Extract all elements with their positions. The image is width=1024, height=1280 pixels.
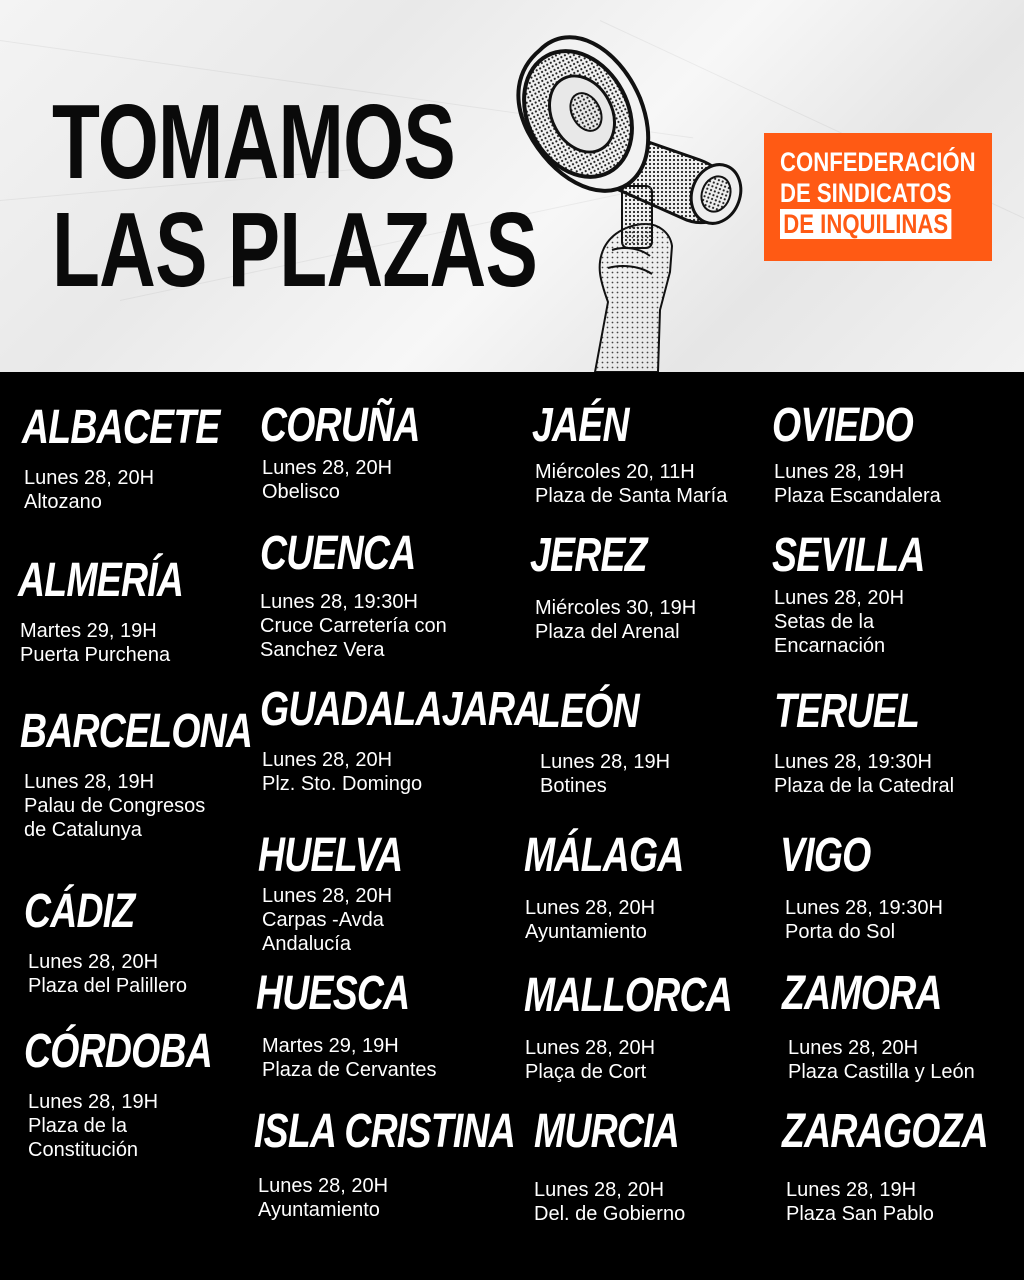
event-date: Lunes 28, 19:30H: [785, 897, 943, 919]
event-city: LEÓN: [538, 685, 639, 738]
event-city: CÓRDOBA: [24, 1025, 212, 1078]
event-place: Ayuntamiento: [258, 1199, 380, 1221]
event-date: Miércoles 30, 19H: [535, 597, 697, 619]
list-item: [780, 830, 943, 944]
event-date: Lunes 28, 19H: [786, 1179, 917, 1201]
event-date: Martes 29, 19H: [262, 1035, 399, 1057]
event-date: Martes 29, 19H: [20, 620, 157, 642]
event-place: Carpas -Avda Andalucía: [262, 909, 384, 955]
event-city: TERUEL: [774, 685, 920, 738]
list-item: [782, 1106, 1024, 1226]
event-place: Altozano: [24, 491, 102, 513]
event-date: Lunes 28, 20H: [788, 1037, 919, 1059]
event-place: Obelisco: [262, 481, 340, 503]
event-city: ZARAGOZA: [782, 1105, 988, 1158]
list-item: [524, 970, 791, 1084]
list-item: [24, 886, 187, 998]
event-place: Plaza San Pablo: [786, 1203, 934, 1225]
event-city: JEREZ: [530, 529, 647, 582]
header-section: [0, 0, 1024, 372]
event-city: HUELVA: [258, 829, 403, 882]
event-place: Ayuntamiento: [525, 921, 647, 943]
event-city: HUESCA: [256, 967, 410, 1020]
title-line-2: LAS PLAZAS: [52, 191, 538, 309]
event-place: Plaza Castilla y León: [788, 1061, 975, 1083]
event-city: MALLORCA: [524, 969, 732, 1022]
event-place: Plaça de Cort: [525, 1061, 647, 1083]
list-item: [18, 555, 230, 667]
event-place: Plaza de la Catedral: [774, 775, 955, 797]
event-date: Lunes 28, 20H: [258, 1175, 389, 1197]
event-place: Plaza de la Constitución: [28, 1115, 139, 1161]
events-list: [0, 372, 1024, 1280]
event-place: Setas de la Encarnación: [774, 611, 886, 657]
list-item: [774, 686, 960, 798]
logo-line-2: DE SINDICATOS: [780, 178, 952, 208]
list-item: [22, 402, 275, 514]
event-place: Cruce Carretería con Sanchez Vera: [260, 615, 447, 661]
title-line-1: TOMAMOS: [52, 83, 455, 201]
list-item: [782, 968, 987, 1084]
list-item: [258, 830, 443, 956]
event-city: ISLA CRISTINA: [254, 1105, 515, 1158]
list-item: [532, 400, 727, 508]
event-date: Lunes 28, 19H: [28, 1091, 159, 1113]
event-city: MURCIA: [534, 1105, 680, 1158]
event-city: BARCELONA: [20, 705, 253, 758]
list-item: [260, 400, 465, 504]
event-city: GUADALAJARA: [260, 683, 541, 736]
event-city: ZAMORA: [782, 967, 942, 1020]
list-item: [534, 1106, 720, 1226]
organization-logo: [764, 133, 992, 261]
logo-line-1: CONFEDERACIÓN: [780, 147, 976, 177]
event-place: Plaza del Arenal: [535, 621, 680, 643]
event-city: MÁLAGA: [524, 829, 684, 882]
event-date: Lunes 28, 20H: [262, 885, 393, 907]
event-place: Botines: [540, 775, 607, 797]
event-city: JAÉN: [532, 399, 629, 452]
event-date: Lunes 28, 20H: [28, 951, 159, 973]
list-item: [24, 1026, 265, 1162]
logo-line-3: DE INQUILINAS: [780, 209, 954, 240]
event-date: Lunes 28, 20H: [774, 587, 905, 609]
event-place: Plaza Escandalera: [774, 485, 941, 507]
megaphone-icon: [500, 10, 760, 372]
event-city: ALBACETE: [22, 401, 220, 454]
event-date: Lunes 28, 19H: [774, 461, 905, 483]
event-city: SEVILLA: [772, 529, 925, 582]
event-place: Palau de Congresos de Catalunya: [24, 795, 206, 841]
event-place: Porta do Sol: [785, 921, 896, 943]
event-place: Plz. Sto. Domingo: [262, 773, 423, 795]
list-item: [772, 400, 953, 508]
event-date: Miércoles 20, 11H: [535, 461, 695, 483]
event-city: OVIEDO: [772, 399, 913, 452]
event-place: Del. de Gobierno: [534, 1203, 686, 1225]
list-item: [256, 968, 453, 1082]
event-place: Plaza de Cervantes: [262, 1059, 437, 1081]
event-date: Lunes 28, 20H: [262, 749, 393, 771]
event-place: Plaza de Santa María: [535, 485, 728, 507]
event-date: Lunes 28, 19H: [540, 751, 671, 773]
event-date: Lunes 28, 20H: [262, 457, 393, 479]
event-date: Lunes 28, 20H: [525, 1037, 656, 1059]
list-item: [772, 530, 968, 658]
event-place: Puerta Purchena: [20, 644, 171, 666]
event-date: Lunes 28, 19:30H: [774, 751, 932, 773]
event-place: Plaza del Palillero: [28, 975, 187, 997]
event-city: VIGO: [780, 829, 871, 882]
event-date: Lunes 28, 19H: [24, 771, 155, 793]
list-item: [530, 530, 696, 644]
event-date: Lunes 28, 20H: [534, 1179, 665, 1201]
page-title: [52, 83, 538, 309]
event-city: CUENCA: [260, 527, 416, 580]
list-item: [260, 528, 459, 662]
list-item: [538, 686, 670, 798]
event-date: Lunes 28, 20H: [24, 467, 155, 489]
event-city: CÁDIZ: [24, 885, 135, 938]
event-date: Lunes 28, 20H: [525, 897, 656, 919]
list-item: [524, 830, 729, 944]
event-city: ALMERÍA: [18, 554, 184, 607]
event-city: CORUÑA: [260, 399, 420, 452]
event-date: Lunes 28, 19:30H: [260, 591, 418, 613]
